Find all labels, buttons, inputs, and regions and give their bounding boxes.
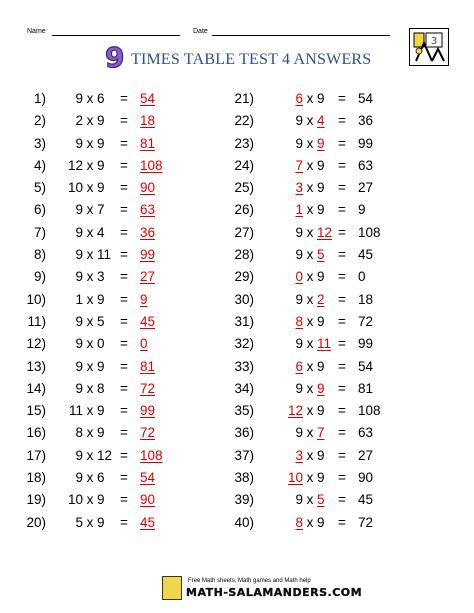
factor-a: 9 — [295, 336, 303, 352]
question-number: 39) — [234, 492, 254, 508]
factor-a: 0 — [295, 269, 303, 285]
equals-sign: = — [338, 202, 346, 218]
question-number: 8) — [33, 247, 46, 263]
factor-b: 9 — [317, 202, 325, 218]
factor-a: 9 — [75, 269, 83, 285]
product: 63 — [140, 202, 156, 218]
question-number: 11) — [27, 313, 46, 329]
equals-sign: = — [338, 403, 346, 419]
question-row — [232, 400, 432, 422]
times-sign: x — [306, 470, 314, 486]
factor-a: 9 — [75, 247, 83, 263]
factor-b: 12 — [97, 447, 113, 463]
question-row — [232, 155, 432, 177]
question-number: 9) — [33, 269, 46, 285]
times-sign: x — [306, 202, 314, 218]
factor-b: 9 — [317, 403, 325, 419]
factor-a: 9 — [295, 135, 303, 151]
question-row — [232, 177, 432, 199]
product: 81 — [140, 358, 156, 374]
question-row — [232, 512, 432, 534]
product: 90 — [358, 470, 374, 486]
factor-a: 1 — [295, 202, 303, 218]
factor-b: 0 — [97, 336, 105, 352]
equals-sign: = — [120, 113, 128, 129]
question-number: 40) — [234, 514, 254, 530]
question-number: 10) — [26, 291, 46, 307]
factor-a: 9 — [75, 313, 83, 329]
product: 81 — [140, 135, 156, 151]
question-row — [24, 199, 184, 221]
factor-b: 11 — [317, 336, 332, 352]
equals-sign: = — [120, 202, 128, 218]
product: 108 — [140, 157, 163, 173]
factor-b: 11 — [97, 247, 112, 263]
factor-a: 3 — [295, 447, 303, 463]
times-sign: x — [86, 336, 94, 352]
equals-sign: = — [120, 135, 128, 151]
equals-sign: = — [338, 224, 346, 240]
factor-a: 6 — [295, 91, 303, 106]
equals-sign: = — [120, 313, 128, 329]
equals-sign: = — [120, 291, 128, 307]
times-sign: x — [86, 247, 94, 263]
product: 9 — [358, 202, 366, 218]
title-number: 9 — [105, 41, 125, 74]
factor-b: 9 — [317, 447, 325, 463]
times-sign: x — [86, 425, 94, 441]
question-row — [24, 289, 184, 311]
question-row — [24, 467, 184, 489]
factor-a: 5 — [75, 514, 83, 530]
product: 54 — [140, 91, 156, 106]
product: 45 — [140, 514, 156, 530]
equals-sign: = — [338, 492, 346, 508]
question-number: 6) — [33, 202, 46, 218]
question-number: 23) — [234, 135, 254, 151]
question-number: 20) — [26, 514, 46, 530]
factor-a: 9 — [75, 135, 83, 151]
question-number: 36) — [234, 425, 254, 441]
factor-b: 9 — [97, 135, 105, 151]
factor-b: 9 — [317, 380, 325, 396]
times-sign: x — [86, 492, 94, 508]
question-number: 37) — [234, 447, 254, 463]
factor-a: 9 — [295, 380, 303, 396]
question-number: 25) — [234, 180, 254, 196]
question-number: 2) — [33, 113, 46, 129]
product: 108 — [358, 403, 381, 419]
factor-a: 11 — [68, 403, 83, 419]
times-sign: x — [86, 380, 94, 396]
math-salamanders-logo-icon — [409, 28, 449, 66]
question-number: 27) — [234, 224, 254, 240]
factor-b: 9 — [317, 269, 325, 285]
factor-a: 8 — [295, 313, 303, 329]
question-row — [24, 311, 184, 333]
times-sign: x — [86, 313, 94, 329]
product: 0 — [358, 269, 366, 285]
equals-sign: = — [120, 425, 128, 441]
question-row — [232, 467, 432, 489]
product: 90 — [140, 180, 156, 196]
question-row — [24, 177, 184, 199]
equals-sign: = — [120, 180, 128, 196]
equals-sign: = — [338, 113, 346, 129]
product: 63 — [358, 425, 374, 441]
product: 27 — [358, 180, 374, 196]
product: 27 — [358, 447, 374, 463]
factor-b: 12 — [317, 224, 333, 240]
factor-b: 9 — [97, 514, 105, 530]
times-sign: x — [306, 313, 314, 329]
question-number: 5) — [33, 180, 46, 196]
question-number: 29) — [234, 269, 254, 285]
question-number: 3) — [33, 135, 46, 151]
factor-a: 3 — [295, 180, 303, 196]
product: 81 — [358, 380, 374, 396]
svg-text:3: 3 — [430, 36, 438, 47]
times-sign: x — [306, 403, 314, 419]
factor-b: 5 — [97, 313, 105, 329]
question-row — [232, 199, 432, 221]
times-sign: x — [306, 113, 314, 129]
factor-a: 9 — [295, 113, 303, 129]
equals-sign: = — [120, 403, 128, 419]
question-number: 1) — [33, 91, 46, 106]
equals-sign: = — [338, 180, 346, 196]
equals-sign: = — [120, 447, 128, 463]
times-sign: x — [306, 269, 314, 285]
product: 99 — [140, 403, 156, 419]
question-row — [24, 244, 184, 266]
question-row — [232, 378, 432, 400]
factor-a: 8 — [295, 514, 303, 530]
factor-b: 9 — [317, 157, 325, 173]
times-sign: x — [306, 514, 314, 530]
question-number: 33) — [234, 358, 254, 374]
product: 9 — [140, 291, 148, 307]
question-row — [24, 333, 184, 355]
factor-a: 9 — [295, 247, 303, 263]
question-number: 28) — [234, 247, 254, 263]
equals-sign: = — [338, 135, 346, 151]
question-number: 30) — [234, 291, 254, 307]
times-sign: x — [86, 358, 94, 374]
date-line — [212, 35, 390, 36]
equals-sign: = — [338, 157, 346, 173]
factor-a: 8 — [75, 425, 83, 441]
times-sign: x — [86, 269, 94, 285]
question-row — [232, 445, 432, 467]
footer-tagline: Free Math sheets, Math games and Math help — [188, 578, 311, 584]
question-number: 16) — [26, 425, 46, 441]
product: 108 — [358, 224, 381, 240]
product: 18 — [140, 113, 156, 129]
question-row — [232, 133, 432, 155]
factor-b: 9 — [317, 313, 325, 329]
times-sign: x — [306, 358, 314, 374]
question-number: 31) — [234, 313, 254, 329]
equals-sign: = — [338, 91, 346, 106]
factor-b: 6 — [97, 470, 105, 486]
product: 45 — [140, 313, 156, 329]
product: 18 — [358, 291, 374, 307]
times-sign: x — [306, 492, 314, 508]
page-title: TIMES TABLE TEST 4 ANSWERS — [131, 51, 372, 68]
equals-sign: = — [120, 470, 128, 486]
equals-sign: = — [338, 247, 346, 263]
question-number: 12) — [26, 336, 46, 352]
equals-sign: = — [120, 358, 128, 374]
product: 63 — [358, 157, 374, 173]
question-number: 19) — [26, 492, 46, 508]
factor-a: 9 — [75, 358, 83, 374]
factor-b: 8 — [97, 380, 105, 396]
factor-a: 7 — [295, 157, 303, 173]
product: 99 — [358, 135, 374, 151]
equals-sign: = — [120, 492, 128, 508]
product: 72 — [358, 313, 374, 329]
equals-sign: = — [338, 514, 346, 530]
factor-b: 9 — [317, 514, 325, 530]
question-row — [24, 422, 184, 444]
factor-b: 9 — [97, 492, 105, 508]
factor-a: 9 — [75, 336, 83, 352]
factor-b: 7 — [97, 202, 105, 218]
question-row — [24, 110, 184, 132]
equals-sign: = — [338, 313, 346, 329]
equals-sign: = — [338, 447, 346, 463]
factor-b: 9 — [317, 135, 325, 151]
factor-a: 9 — [75, 202, 83, 218]
factor-a: 10 — [67, 492, 83, 508]
times-sign: x — [306, 380, 314, 396]
factor-b: 9 — [97, 425, 105, 441]
question-row — [24, 222, 184, 244]
equals-sign: = — [338, 470, 346, 486]
product: 54 — [140, 470, 156, 486]
times-sign: x — [86, 135, 94, 151]
factor-a: 9 — [75, 447, 83, 463]
factor-a: 12 — [67, 157, 83, 173]
times-sign: x — [306, 336, 314, 352]
times-sign: x — [86, 470, 94, 486]
times-sign: x — [86, 180, 94, 196]
question-row — [232, 422, 432, 444]
question-number: 15) — [26, 403, 46, 419]
equals-sign: = — [120, 269, 128, 285]
equals-sign: = — [120, 91, 128, 106]
factor-a: 9 — [295, 425, 303, 441]
factor-b: 9 — [317, 358, 325, 374]
factor-b: 9 — [317, 180, 325, 196]
product: 90 — [140, 492, 156, 508]
question-number: 26) — [234, 202, 254, 218]
times-sign: x — [306, 135, 314, 151]
question-row — [24, 400, 184, 422]
question-row — [24, 356, 184, 378]
times-sign: x — [306, 247, 314, 263]
questions-left-column — [24, 88, 184, 534]
factor-b: 9 — [317, 91, 325, 106]
product: 45 — [358, 247, 374, 263]
question-row — [232, 110, 432, 132]
question-row — [232, 88, 432, 110]
times-sign: x — [86, 157, 94, 173]
question-row — [24, 378, 184, 400]
question-row — [232, 311, 432, 333]
product: 99 — [140, 247, 156, 263]
factor-b: 9 — [97, 113, 105, 129]
equals-sign: = — [338, 425, 346, 441]
factor-a: 9 — [295, 224, 303, 240]
question-number: 32) — [234, 336, 254, 352]
times-sign: x — [86, 403, 94, 419]
equals-sign: = — [120, 157, 128, 173]
product: 45 — [358, 492, 374, 508]
factor-b: 9 — [317, 470, 325, 486]
product: 99 — [358, 336, 374, 352]
equals-sign: = — [338, 269, 346, 285]
times-sign: x — [86, 224, 94, 240]
question-row — [232, 333, 432, 355]
times-sign: x — [86, 291, 94, 307]
question-row — [24, 512, 184, 534]
times-sign: x — [306, 224, 314, 240]
equals-sign: = — [120, 336, 128, 352]
question-number: 21) — [234, 91, 254, 106]
question-row — [232, 266, 432, 288]
equals-sign: = — [120, 380, 128, 396]
product: 108 — [140, 447, 163, 463]
factor-b: 7 — [317, 425, 325, 441]
question-number: 17) — [26, 447, 46, 463]
product: 36 — [140, 224, 156, 240]
factor-b: 9 — [97, 157, 105, 173]
factor-b: 5 — [317, 247, 325, 263]
factor-a: 9 — [75, 91, 83, 106]
factor-b: 9 — [97, 180, 105, 196]
factor-a: 9 — [295, 492, 303, 508]
factor-b: 2 — [317, 291, 325, 307]
question-number: 13) — [26, 358, 46, 374]
factor-a: 9 — [295, 291, 303, 307]
factor-b: 9 — [97, 358, 105, 374]
product: 72 — [140, 425, 156, 441]
question-row — [232, 489, 432, 511]
times-sign: x — [306, 425, 314, 441]
question-row — [232, 222, 432, 244]
name-label: Name — [27, 28, 46, 35]
question-number: 34) — [234, 380, 254, 396]
factor-a: 1 — [75, 291, 83, 307]
product: 27 — [140, 269, 156, 285]
question-number: 7) — [33, 224, 46, 240]
factor-a: 9 — [75, 380, 83, 396]
question-number: 38) — [234, 470, 254, 486]
product: 72 — [358, 514, 374, 530]
question-row — [232, 356, 432, 378]
footer-logo-icon — [162, 576, 182, 600]
question-number: 22) — [234, 113, 254, 129]
times-sign: x — [306, 291, 314, 307]
factor-a: 10 — [287, 470, 303, 486]
question-row — [24, 266, 184, 288]
factor-a: 6 — [295, 358, 303, 374]
times-sign: x — [86, 91, 94, 106]
equals-sign: = — [338, 358, 346, 374]
footer-site: MATH-SALAMANDERS.COM — [186, 586, 363, 599]
times-sign: x — [86, 202, 94, 218]
question-number: 4) — [33, 157, 46, 173]
times-sign: x — [306, 157, 314, 173]
date-label: Date — [193, 28, 208, 35]
factor-b: 3 — [97, 269, 105, 285]
question-row — [24, 155, 184, 177]
question-row — [24, 133, 184, 155]
factor-a: 10 — [67, 180, 83, 196]
equals-sign: = — [338, 380, 346, 396]
times-sign: x — [306, 447, 314, 463]
product: 54 — [358, 91, 374, 106]
product: 36 — [358, 113, 374, 129]
product: 0 — [140, 336, 148, 352]
factor-b: 4 — [317, 113, 325, 129]
equals-sign: = — [120, 514, 128, 530]
question-row — [24, 489, 184, 511]
factor-b: 5 — [317, 492, 325, 508]
factor-b: 6 — [97, 91, 105, 106]
product: 72 — [140, 380, 156, 396]
question-row — [232, 244, 432, 266]
question-row — [232, 289, 432, 311]
question-number: 14) — [26, 380, 46, 396]
product: 54 — [358, 358, 374, 374]
equals-sign: = — [338, 336, 346, 352]
times-sign: x — [86, 447, 94, 463]
factor-a: 9 — [75, 470, 83, 486]
factor-b: 4 — [97, 224, 105, 240]
times-sign: x — [86, 514, 94, 530]
factor-b: 9 — [97, 291, 105, 307]
equals-sign: = — [338, 291, 346, 307]
times-sign: x — [306, 180, 314, 196]
factor-b: 9 — [97, 403, 105, 419]
times-sign: x — [306, 91, 314, 106]
factor-a: 12 — [287, 403, 303, 419]
equals-sign: = — [120, 247, 128, 263]
times-sign: x — [86, 113, 94, 129]
question-row — [24, 445, 184, 467]
question-row — [24, 88, 184, 110]
question-number: 18) — [26, 470, 46, 486]
question-number: 35) — [234, 403, 254, 419]
name-line — [52, 35, 180, 36]
questions-right-column — [232, 88, 432, 534]
factor-a: 2 — [75, 113, 83, 129]
question-number: 24) — [234, 157, 254, 173]
equals-sign: = — [120, 224, 128, 240]
factor-a: 9 — [75, 224, 83, 240]
